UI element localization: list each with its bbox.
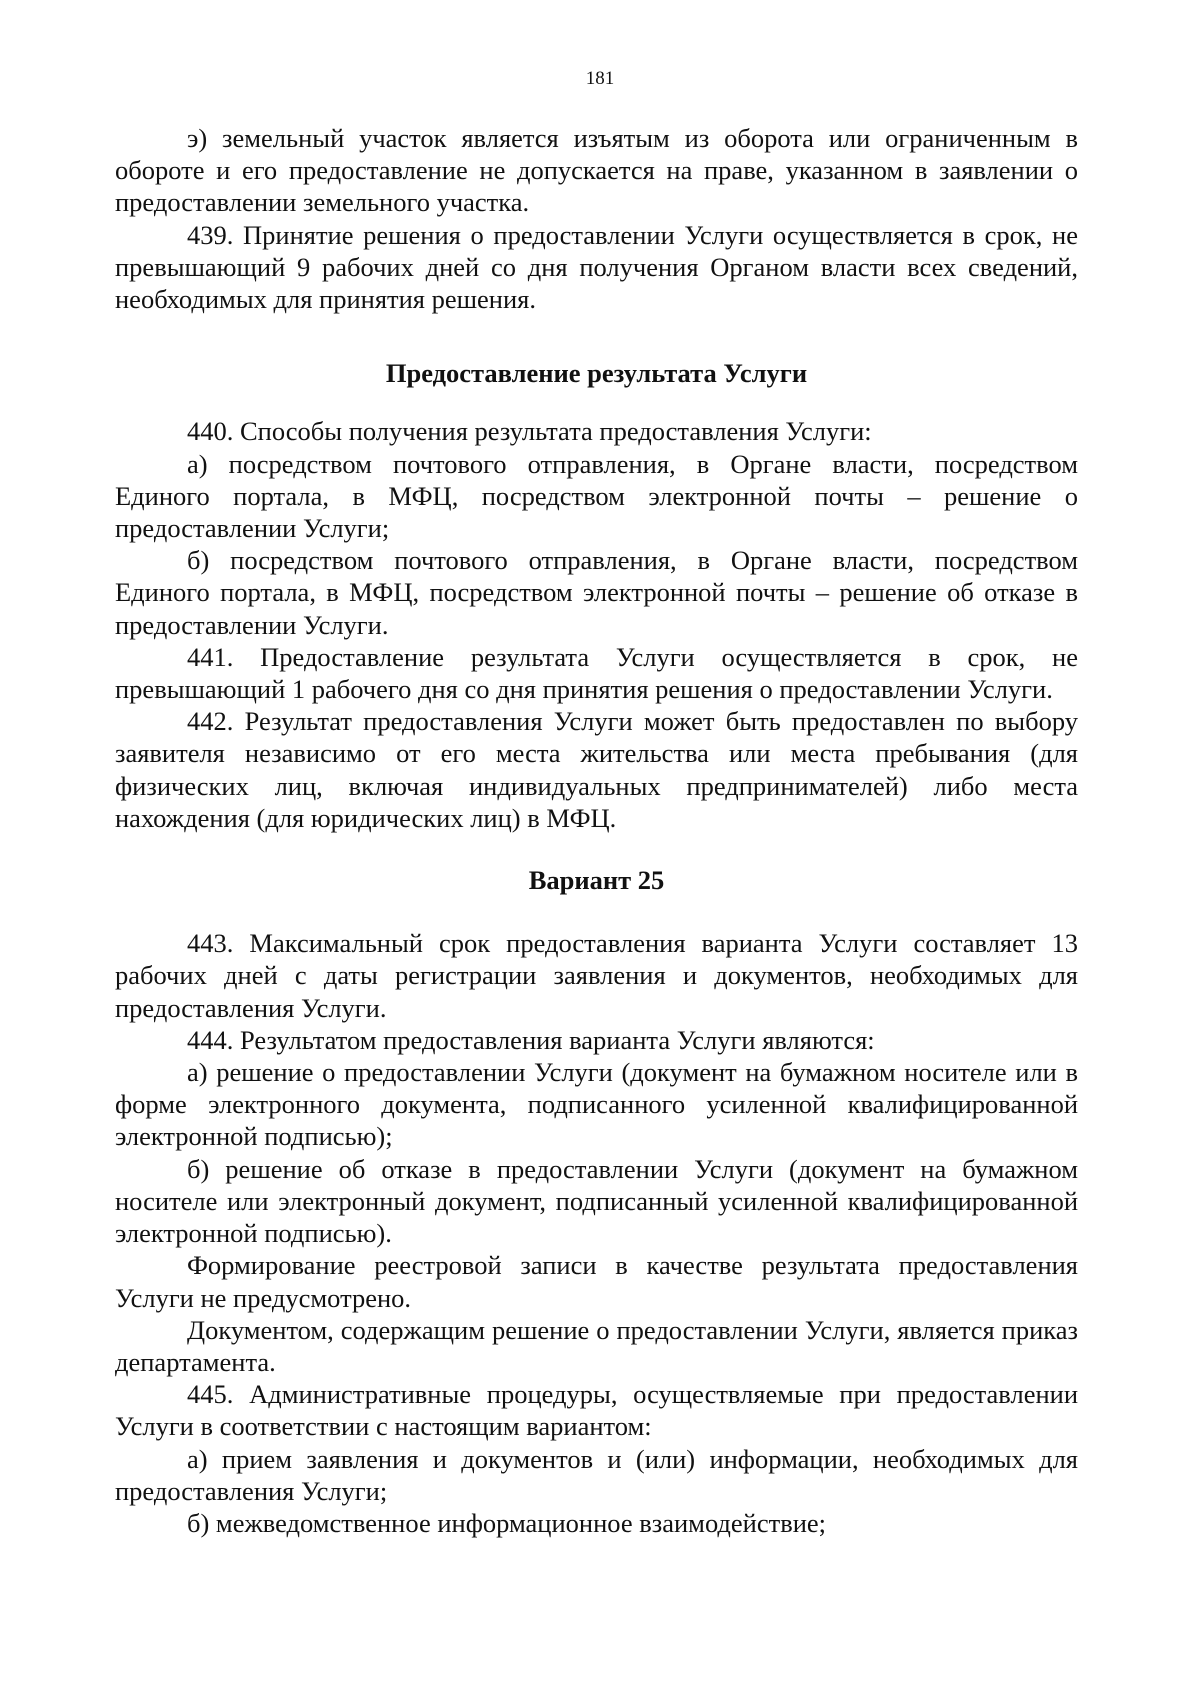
paragraph-444-a: а) решение о предоставлении Услуги (документ на бумажном носителе или в форме электронного документа, подписанного усиленной квалифицированной электронной подписью); — [115, 1057, 1078, 1152]
paragraph-442: 442. Результат предоставления Услуги может быть предоставлен по выбору заявителя независимо от его места жительства или места пребывания (для физических лиц, включая индивидуальных предпринимателей) либо места нахождения (для юридических лиц) в МФЦ. — [115, 706, 1078, 833]
paragraph-440-a: а) посредством почтового отправления, в Органе власти, посредством Единого портала, в МФЦ, посредством электронной почты – решение о предоставлении Услуги; — [115, 448, 1078, 544]
paragraph-440-b: б) посредством почтового отправления, в Органе власти, посредством Единого портала, в МФЦ, посредством электронной почты – решение об отказе в предоставлении Услуги. — [115, 545, 1078, 640]
page-number: 181 — [585, 68, 615, 89]
paragraph-439: 439. Принятие решения о предоставлении Услуги осуществляется в срок, не превышающий 9 рабочих дней со дня получения Органом власти всех сведений, необходимых для принятия решения. — [115, 219, 1078, 315]
paragraph-445-b: б) межведомственное информационное взаимодействие; — [187, 1507, 827, 1538]
paragraph-decision-document: Документом, содержащим решение о предоставлении Услуги, является приказ департамента. — [115, 1314, 1078, 1377]
paragraph-445-a: а) прием заявления и документов и (или) информации, необходимых для предоставления Услуги; — [115, 1443, 1078, 1506]
paragraph-444-b: б) решение об отказе в предоставлении Услуги (документ на бумажном носителе или электронный документ, подписанный усиленной квалифицированной электронной подписью). — [115, 1153, 1078, 1249]
paragraph-444: 444. Результатом предоставления варианта Услуги являются: — [187, 1024, 875, 1055]
section-heading-variant-25: Вариант 25 — [528, 865, 665, 896]
paragraph-440: 440. Способы получения результата предоставления Услуги: — [187, 416, 872, 447]
section-heading-result: Предоставление результата Услуги — [385, 358, 808, 389]
paragraph-registry-record: Формирование реестровой записи в качестве результата предоставления Услуги не предусмотрено. — [115, 1250, 1078, 1313]
paragraph-445: 445. Административные процедуры, осуществляемые при предоставлении Услуги в соответствии с настоящим вариантом: — [115, 1379, 1078, 1442]
paragraph-item-e: э) земельный участок является изъятым из оборота или ограниченным в обороте и его предоставление не допускается на праве, указанном в заявлении о предоставлении земельного участка. — [115, 123, 1078, 218]
document-body — [115, 122, 1078, 1539]
paragraph-443: 443. Максимальный срок предоставления варианта Услуги составляет 13 рабочих дней с даты регистрации заявления и документов, необходимых для предоставления Услуги. — [115, 928, 1078, 1023]
paragraph-441: 441. Предоставление результата Услуги осуществляется в срок, не превышающий 1 рабочего дня со дня принятия решения о предоставлении Услуги. — [115, 641, 1078, 705]
